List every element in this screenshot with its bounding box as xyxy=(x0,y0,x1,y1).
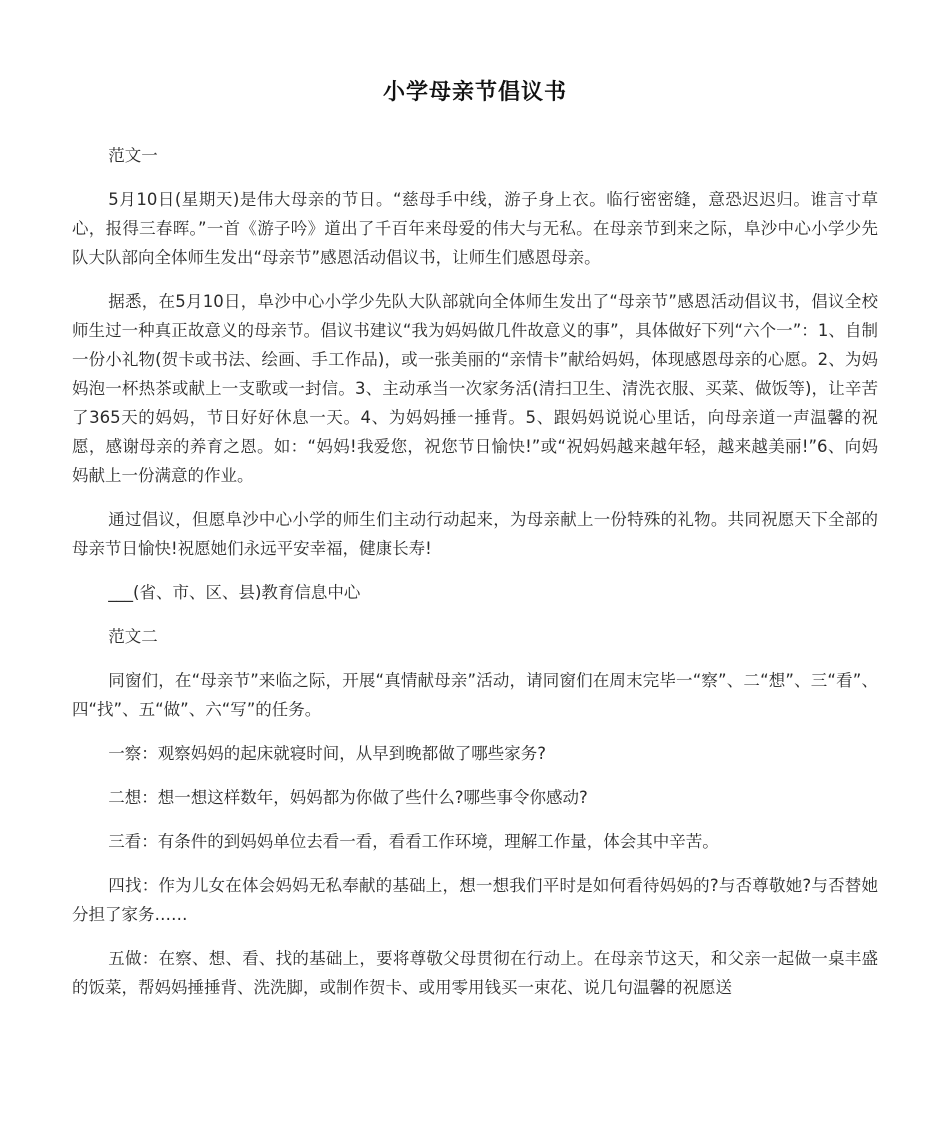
paragraph-proposal-details: 据悉，在5月10日，阜沙中心小学少先队大队部就向全体师生发出了“母亲节”感恩活动倡议书，倡议全校师生过一种真正故意义的母亲节。倡议书建议“我为妈妈做几件故意义的事”，具体做好下列“六个一”：1、自制一份小礼物(贺卡或书法、绘画、手工作品)，或一张美丽的“亲情卡”献给妈妈，体现感恩母亲的心愿。2、为妈妈泡一杯热茶或献上一支歌或一封信。3、主动承当一次家务活(清扫卫生、清洗衣服、买菜、做饭等)，让辛苦了365天的妈妈，节日好好休息一天。4、为妈妈捶一捶背。5、跟妈妈说说心里话，向母亲道一声温馨的祝愿，感谢母亲的养育之恩。如：“妈妈!我爱您，祝您节日愉快!”或“祝妈妈越来越年轻，越来越美丽!”6、向妈妈献上一份满意的作业。 xyxy=(72,292,878,485)
paragraph-intro: 5月10日(星期天)是伟大母亲的节日。“慈母手中线，游子身上衣。临行密密缝，意恐迟迟归。谁言寸草心，报得三春晖。”一首《游子吟》道出了千百年来母爱的伟大与无私。在母亲节到来之际，阜沙中心小学少先队大队部向全体师生发出“母亲节”感恩活动倡议书，让师生们感恩母亲。 xyxy=(72,190,878,267)
paragraph-signature: ___(省、市、区、县)教育信息中心 xyxy=(108,583,361,602)
paragraph-task-find: 四找：作为儿女在体会妈妈无私奉献的基础上，想一想我们平时是如何看待妈妈的?与否尊敬她?与否替她分担了家务…… xyxy=(72,876,878,924)
document-title: 小学母亲节倡议书 xyxy=(382,80,567,105)
paragraph-task-observe: 一察：观察妈妈的起床就寝时间，从早到晚都做了哪些家务? xyxy=(108,744,547,763)
paragraph-closing-wish: 通过倡议，但愿阜沙中心小学的师生们主动行动起来，为母亲献上一份特殊的礼物。共同祝愿天下全部的母亲节日愉快!祝愿她们永远平安幸福，健康长寿! xyxy=(72,510,878,558)
paragraph-activity-intro: 同窗们，在“母亲节”来临之际，开展“真情献母亲”活动，请同窗们在周末完毕一“察”、二“想”、三“看”、四“找”、五“做”、六“写”的任务。 xyxy=(72,671,878,719)
paragraph-task-look: 三看：有条件的到妈妈单位去看一看，看看工作环境，理解工作量，体会其中辛苦。 xyxy=(108,832,719,851)
paragraph-task-do: 五做：在察、想、看、找的基础上，要将尊敬父母贯彻在行动上。在母亲节这天，和父亲一起做一桌丰盛的饭菜，帮妈妈捶捶背、洗洗脚，或制作贺卡、或用零用钱买一束花、说几句温馨的祝愿送 xyxy=(72,949,878,997)
section-heading-sample-2: 范文二 xyxy=(108,627,158,646)
paragraph-task-think: 二想：想一想这样数年，妈妈都为你做了些什么?哪些事令你感动? xyxy=(108,788,588,807)
section-heading-sample-1: 范文一 xyxy=(108,146,158,165)
